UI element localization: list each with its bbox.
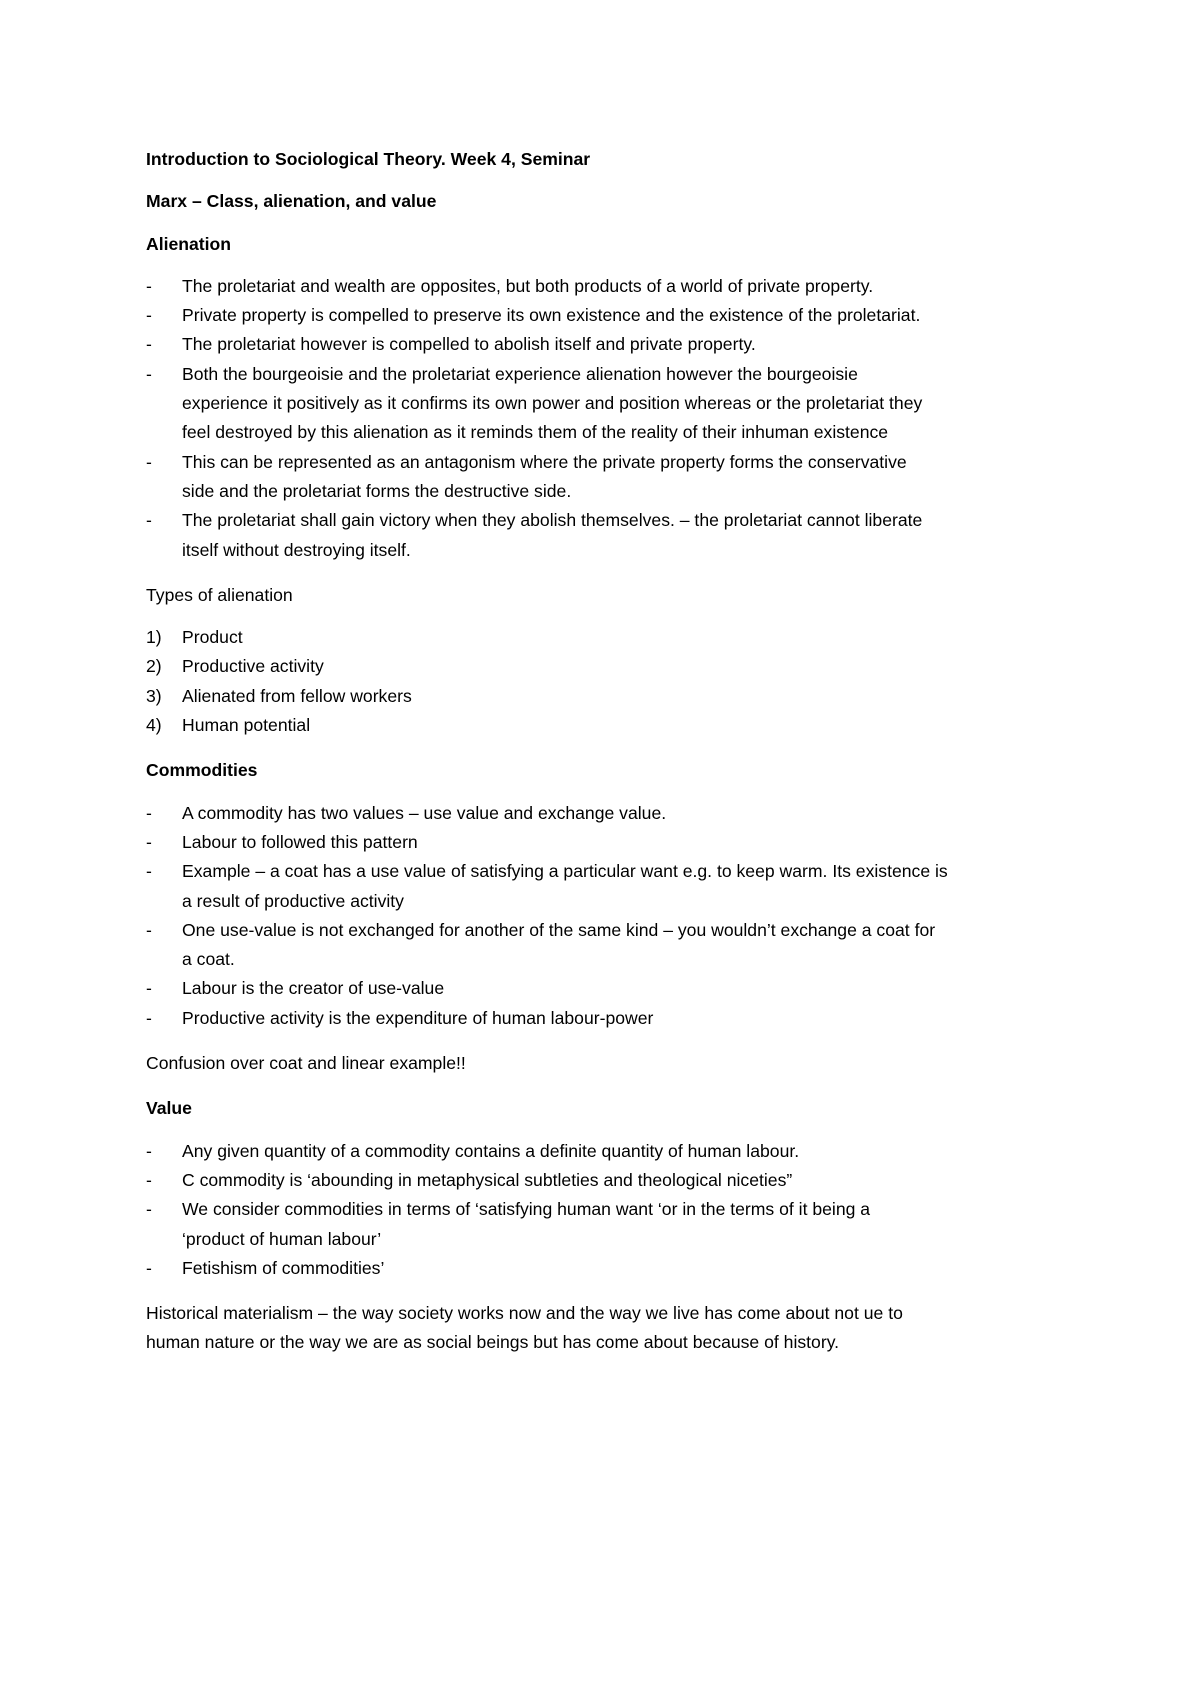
list-item <box>146 360 1066 448</box>
closing-line: human nature or the way we are as social beings but has come about because of history. <box>146 1332 840 1353</box>
bullet-dash: - <box>146 1257 152 1278</box>
list-number: 2) <box>146 656 162 677</box>
alienation-heading: Alienation <box>146 233 232 254</box>
list-item-line: itself without destroying itself. <box>182 539 411 560</box>
list-item-line: Labour to followed this pattern <box>182 831 418 852</box>
list-item-line: Fetishism of commodities’ <box>182 1257 385 1278</box>
list-item-line: This can be represented as an antagonism where the private property forms the conservative <box>182 451 907 472</box>
list-item <box>146 652 1066 681</box>
list-item <box>146 272 1066 301</box>
list-number: 1) <box>146 627 162 648</box>
bullet-dash: - <box>146 831 152 852</box>
list-item <box>146 974 1066 1003</box>
bullet-dash: - <box>146 334 152 355</box>
list-item-line: The proletariat and wealth are opposites, but both products of a world of private property. <box>182 275 874 296</box>
list-item-line: C commodity is ‘abounding in metaphysical subtleties and theological niceties” <box>182 1169 793 1190</box>
bullet-dash: - <box>146 861 152 882</box>
bullet-dash: - <box>146 1140 152 1161</box>
list-item <box>146 330 1066 359</box>
bullet-dash: - <box>146 275 152 296</box>
list-item-line: ‘product of human labour’ <box>182 1228 382 1249</box>
bullet-dash: - <box>146 802 152 823</box>
list-item <box>146 448 1066 507</box>
list-item-line: The proletariat shall gain victory when they abolish themselves. – the proletariat cannot liberate <box>182 510 923 531</box>
list-item <box>146 916 1066 975</box>
types-heading: Types of alienation <box>146 584 293 605</box>
page-subtitle: Marx – Class, alienation, and value <box>146 191 437 212</box>
list-item-line: Any given quantity of a commodity contains a definite quantity of human labour. <box>182 1140 800 1161</box>
list-item-line: experience it positively as it confirms its own power and position whereas or the proletariat they <box>182 393 923 414</box>
types-list <box>146 623 1066 740</box>
list-item-line: Private property is compelled to preserve its own existence and the existence of the proletariat. <box>182 305 921 326</box>
list-item-line: a coat. <box>182 949 235 970</box>
bullet-dash: - <box>146 1007 152 1028</box>
closing-line: Historical materialism – the way society works now and the way we live has come about not ue to <box>146 1303 903 1324</box>
alienation-list <box>146 272 1066 565</box>
list-item <box>146 711 1066 740</box>
value-list <box>146 1137 1066 1283</box>
note-text: Confusion over coat and linear example!! <box>146 1053 466 1074</box>
list-item-line: We consider commodities in terms of ‘satisfying human want ‘or in the terms of it being a <box>182 1199 871 1220</box>
list-item-text: Product <box>182 627 243 648</box>
bullet-dash: - <box>146 305 152 326</box>
bullet-dash: - <box>146 510 152 531</box>
list-item-line: side and the proletariat forms the destructive side. <box>182 480 572 501</box>
list-item <box>146 828 1066 857</box>
list-item <box>146 301 1066 330</box>
list-item <box>146 1137 1066 1166</box>
list-item <box>146 1004 1066 1033</box>
bullet-dash: - <box>146 363 152 384</box>
list-number: 3) <box>146 685 162 706</box>
document-body <box>146 145 1066 1358</box>
bullet-dash: - <box>146 451 152 472</box>
closing-paragraph <box>146 1299 1066 1358</box>
list-item-text: Productive activity <box>182 656 324 677</box>
value-heading: Value <box>146 1098 192 1119</box>
list-item <box>146 1166 1066 1195</box>
list-item-line: a result of productive activity <box>182 890 404 911</box>
commodities-heading: Commodities <box>146 760 258 781</box>
list-item-line: A commodity has two values – use value and exchange value. <box>182 802 667 823</box>
list-item-line: Productive activity is the expenditure of human labour-power <box>182 1007 654 1028</box>
list-item-text: Alienated from fellow workers <box>182 685 412 706</box>
commodities-list <box>146 799 1066 1033</box>
page-title: Introduction to Sociological Theory. Week 4, Seminar <box>146 149 591 169</box>
list-item-line: Example – a coat has a use value of satisfying a particular want e.g. to keep warm. Its existence is <box>182 861 948 882</box>
list-item <box>146 857 1066 916</box>
list-item <box>146 1195 1066 1254</box>
list-item <box>146 506 1066 565</box>
bullet-dash: - <box>146 978 152 999</box>
list-item <box>146 1254 1066 1283</box>
list-item <box>146 623 1066 652</box>
list-item-line: The proletariat however is compelled to abolish itself and private property. <box>182 334 756 355</box>
list-item-text: Human potential <box>182 715 311 736</box>
list-item-line: One use-value is not exchanged for another of the same kind – you wouldn’t exchange a coat for <box>182 919 936 940</box>
bullet-dash: - <box>146 1169 152 1190</box>
list-number: 4) <box>146 715 162 736</box>
list-item-line: feel destroyed by this alienation as it reminds them of the reality of their inhuman existence <box>182 422 889 443</box>
list-item-line: Labour is the creator of use-value <box>182 978 445 999</box>
bullet-dash: - <box>146 919 152 940</box>
list-item <box>146 799 1066 828</box>
list-item-line: Both the bourgeoisie and the proletariat experience alienation however the bourgeoisie <box>182 363 858 384</box>
list-item <box>146 682 1066 711</box>
bullet-dash: - <box>146 1199 152 1220</box>
